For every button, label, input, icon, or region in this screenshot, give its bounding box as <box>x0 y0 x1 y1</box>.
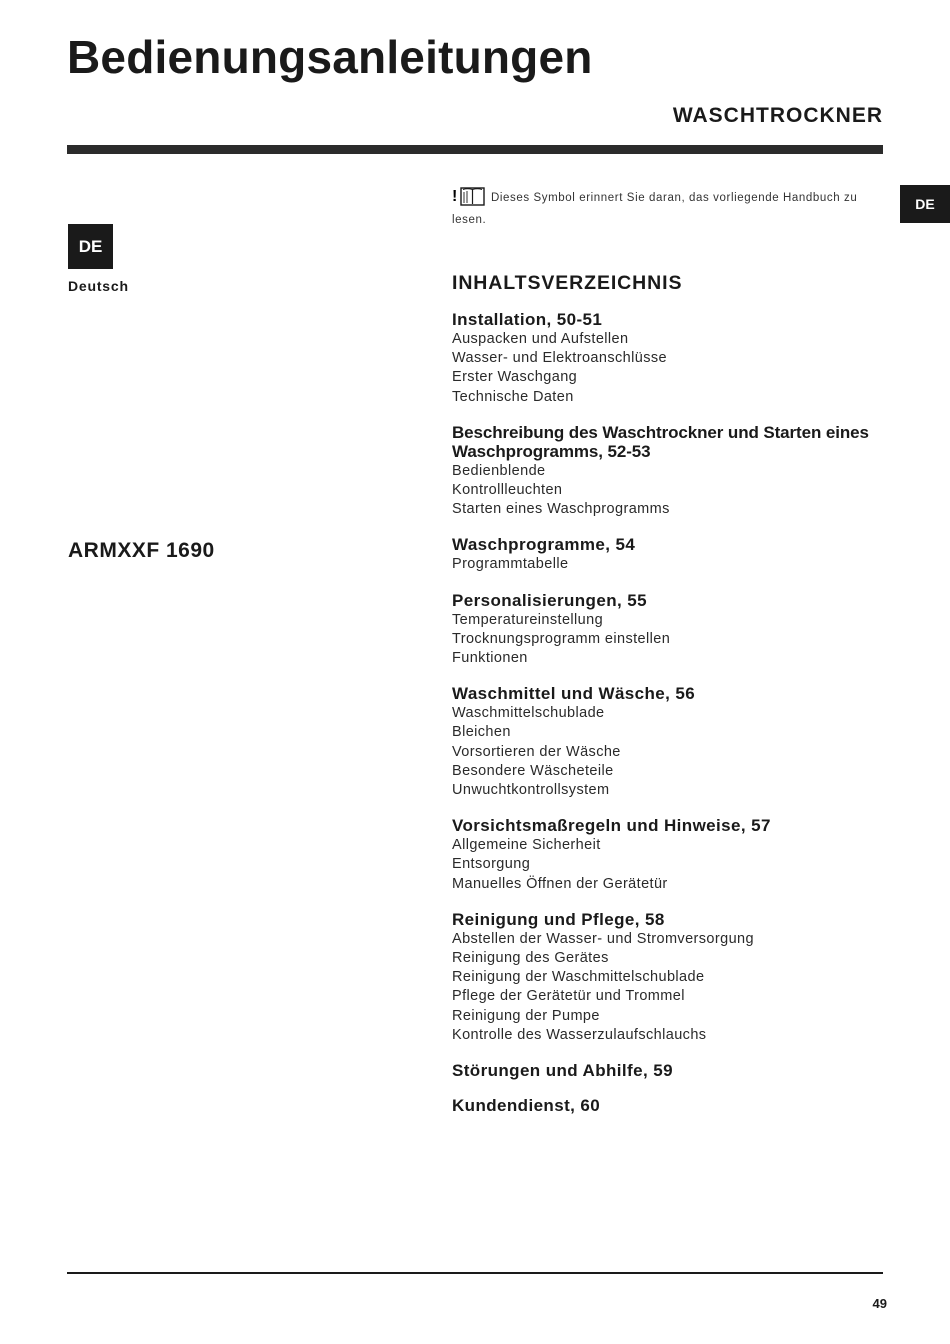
toc-item[interactable]: Besondere Wäscheteile <box>452 762 614 779</box>
toc-section-title[interactable]: Beschreibung des Waschtrockner und Starten eines Waschprogramms, 52-53 <box>452 422 869 461</box>
toc-item[interactable]: Vorsortieren der Wäsche <box>452 743 621 760</box>
toc-item[interactable]: Entsorgung <box>452 856 531 873</box>
toc-item[interactable]: Manuelles Öffnen der Gerätetür <box>452 875 668 892</box>
toc-item[interactable]: Wasser- und Elektroanschlüsse <box>452 350 667 367</box>
toc-item[interactable]: Unwuchtkontrollsystem <box>452 782 610 799</box>
toc-item[interactable]: Abstellen der Wasser- und Stromversorgung <box>452 930 754 947</box>
toc-section-title[interactable]: Vorsichtsmaßregeln und Hinweise, 57 <box>452 816 771 836</box>
toc-item[interactable]: Programmtabelle <box>452 556 569 573</box>
toc-section-title[interactable]: Installation, 50-51 <box>452 310 603 329</box>
toc-item[interactable]: Technische Daten <box>452 388 574 405</box>
toc-section-title[interactable]: Waschmittel und Wäsche, 56 <box>452 684 696 704</box>
toc-section-title[interactable]: Personalisierungen, 55 <box>452 590 647 610</box>
toc-item[interactable]: Pflege der Gerätetür und Trommel <box>452 988 685 1005</box>
manual-notice <box>452 186 884 231</box>
toc-section-service <box>452 1096 892 1115</box>
toc-item[interactable]: Funktionen <box>452 650 528 667</box>
language-side-tab[interactable]: DE <box>900 185 950 223</box>
document-title: Bedienungsanleitungen <box>67 31 593 83</box>
toc-item[interactable]: Temperatureinstellung <box>452 611 604 628</box>
toc-heading: INHALTSVERZEICHNIS <box>452 272 683 294</box>
toc-section-precautions <box>452 816 892 894</box>
table-of-contents <box>452 270 892 1131</box>
toc-section-troubleshooting <box>452 1061 892 1080</box>
document-subtitle: WASCHTROCKNER <box>672 104 883 127</box>
warning-mark: ! <box>452 188 458 205</box>
toc-item[interactable]: Trocknungsprogramm einstellen <box>452 630 671 647</box>
toc-item[interactable]: Reinigung der Waschmittelschublade <box>452 969 705 986</box>
model-number: ARMXXF 1690 <box>68 539 215 562</box>
toc-item[interactable]: Bedienblende <box>452 462 546 479</box>
toc-section-description <box>452 423 892 520</box>
toc-section-title[interactable]: Reinigung und Pflege, 58 <box>452 909 665 929</box>
toc-item[interactable]: Allgemeine Sicherheit <box>452 837 601 854</box>
toc-item[interactable]: Kontrolle des Wasserzulaufschlauchs <box>452 1026 707 1043</box>
toc-section-title[interactable]: Waschprogramme, 54 <box>452 535 636 555</box>
toc-section-installation <box>452 310 892 407</box>
page-number: 49 <box>872 1296 887 1311</box>
notice-text: Dieses Symbol erinnert Sie daran, das vorliegende Handbuch zu lesen. <box>452 192 858 226</box>
bottom-divider <box>67 1272 883 1274</box>
book-icon <box>460 186 485 206</box>
toc-item[interactable]: Reinigung des Gerätes <box>452 950 609 967</box>
toc-item[interactable]: Bleichen <box>452 724 511 741</box>
toc-section-title[interactable]: Störungen und Abhilfe, 59 <box>452 1061 673 1081</box>
toc-item[interactable]: Erster Waschgang <box>452 369 578 386</box>
toc-item[interactable]: Kontrollleuchten <box>452 482 563 499</box>
top-divider <box>67 145 883 154</box>
toc-section-programs <box>452 535 892 574</box>
language-label: Deutsch <box>68 278 129 294</box>
toc-section-title[interactable]: Kundendienst, 60 <box>452 1096 601 1116</box>
toc-item[interactable]: Auspacken und Aufstellen <box>452 331 629 347</box>
toc-section-cleaning <box>452 910 892 1045</box>
toc-item[interactable]: Waschmittelschublade <box>452 705 605 722</box>
toc-item[interactable]: Reinigung der Pumpe <box>452 1007 600 1024</box>
toc-section-personalization <box>452 591 892 669</box>
language-badge: DE <box>68 224 113 269</box>
toc-item[interactable]: Starten eines Waschprogramms <box>452 501 670 518</box>
toc-section-detergent <box>452 684 892 800</box>
